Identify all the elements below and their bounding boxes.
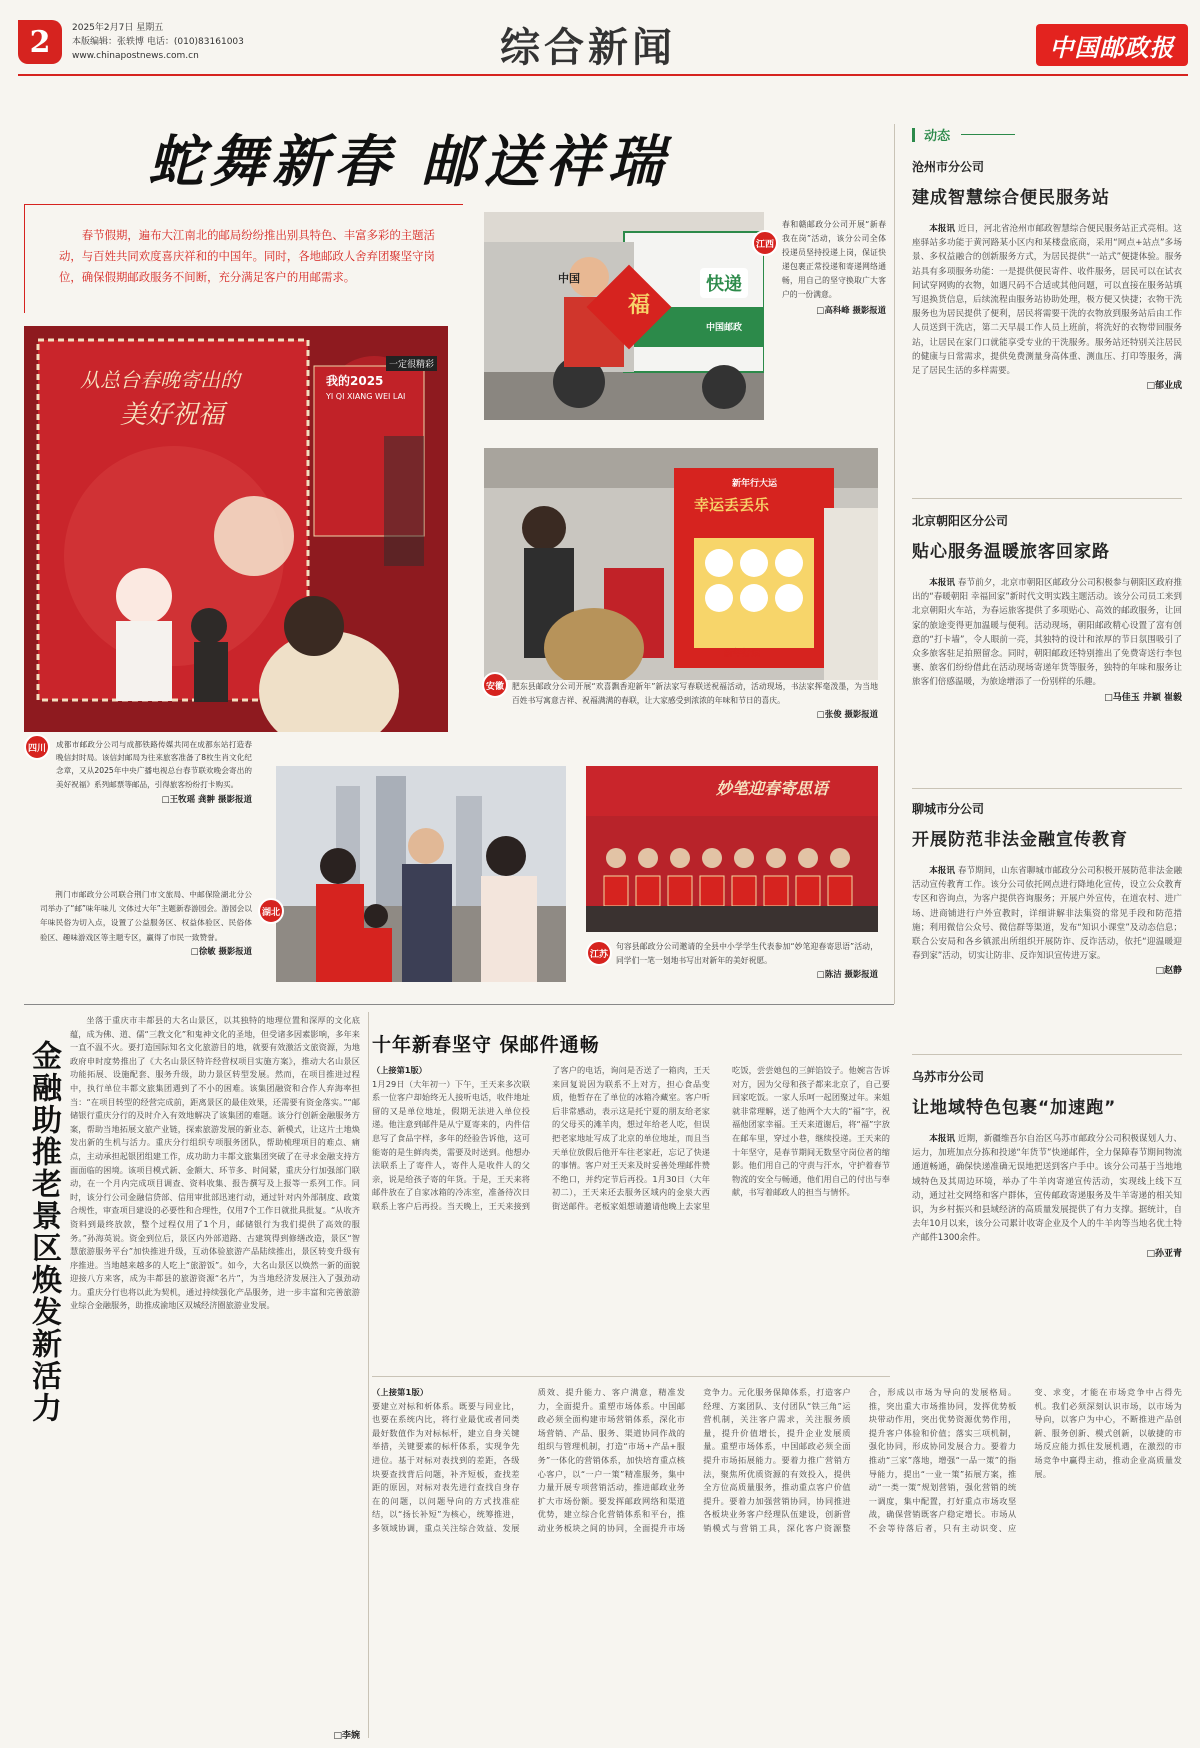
sidebar-byline: 本报讯: [929, 1134, 956, 1144]
sidebar-body: 近期，新疆维吾尔自治区乌苏市邮政分公司积极谋划人力、运力，加班加点分拣和投递“年货节”快递邮件，全力保障春节期间物流通道畅通，确保快递准确无误地把送到客户手中。该分公司基于当地地域特色及其周边环境，举办了牛羊肉寄递宣传活动，实现线上线下互动，通过社交网络和客户群体，宣传邮政寄递服务及牛羊寄递的相关知识，为乡村振兴和县域经济的高质量发展提供了有力支撑。据统计，自去年10月以来，该分公司累计收寄企业及个人的牛羊肉等当地名优土特产邮件1300余件。: [912, 1134, 1182, 1244]
sidebar-body: 春节前夕，北京市朝阳区邮政分公司积极参与朝阳区政府推出的“春暖朝阳 幸福回家”新时代文明实践主题活动。该分公司员工来到北京朝阳火车站，为春运旅客提供了多项贴心、高效的邮政服务，让回家的旅途变得更加温暖与便利。活动现场，朝阳邮政精心设置了富有创意的“打卡墙”，令人眼前一亮，其独特的设计和浓厚的节日氛围吸引了众多旅客驻足拍照留念。同时，朝阳邮政还特别推出了免费寄送行李包裹、旅客们纷纷借此在活动现场寄递年货等服务，独特的年味和服务让旅客们倍感温暖，为旅途增添了一份别样的乐趣。: [912, 578, 1182, 688]
anhui-sign-3: 新年行大运: [732, 479, 778, 489]
section-title: 综合新闻: [500, 24, 676, 71]
sidebar-rule-3: [912, 1054, 1182, 1055]
sidebar-text: [912, 222, 1182, 378]
page-number-badge: [18, 20, 62, 64]
photo-anhui: [484, 448, 878, 680]
caption-anhui: [512, 680, 878, 720]
lower-bottom-text: 要建立对标和析体系。既要与同业比，也要在系统内比，将行业最优或者同类最好数值作为对标标杆，建立自身关键举措，关键要素的标杆体系，实现争先进位。基于对标对表找到的差距，各级块要查找背后问题，补齐短板，查找差距的原因，对标对表先进行查找自身存在的问题，以问题导向的方式找准症结，以“扬长补短”为核心，统筹推进，多领域协调，重点关注综合效益、发展质效、提升能力、客户满意，精准发力，全面提升。重塑市场体系。中国邮政必须全面构建市场营销体系，深化市场营销、产品、服务、渠道协同作战的组织与管理机制，打造“市场+产品+服务”一体化的营销体系，加快培育重点核心客户，以“一户一策”精准服务，集中力量开展专项营销活动，推进邮政业务扩大市场份额。要发挥邮政网络和渠道优势，建立综合化营销体系和平台，推动业务板块之间的协同，全面提升市场竞争力。元化服务保障体系，打造客户经理、方案团队、支付团队“铁三角”运营机制，关注客户需求，关注服务质量，提升价值增长，提升企业发展质量。重塑市场体系，中国邮政必须全面提升市场拓展能力。要着力推广营销方法，聚焦所优质资源的有效投入，提供全方位高质量服务，推动重点客户价值提升。要着力加强营销协同，协同推进各板块业务客户经理队伍建设，创新营销模式与营销工具，深化客户资源整合，形成以市场为导向的发展格局。推，突出重大市场推协同，发挥优势板块带动作用，突出优势资源优势作用，提升客户体验和价值；落实三项机制，强化协同，形成协同发展合力。要着力推动“三家”落地，增强“一品一策”的指导能力，提出“一业一策”拓展方案，推动“一类一策”规划营销，强化营销的统一调度，集中配置，打好重点市场攻坚战，确保营销既客户稳定增长。市场从不会等待落后者，只有主动识变、应变、求变，才能在市场竞争中占得先机。我们必须深刻认识市场，以市场为导向，以客户为中心，不断推进产品创新、服务创新、模式创新，以敏捷的市场反应能力抓住发展机遇，在激烈的市场竞争中赢得主动，推动企业高质量发展。: [372, 1387, 1182, 1533]
photo-jiangxi-graphic: [484, 212, 764, 420]
sidebar-title: 让地域特色包裹“加速跑”: [912, 1098, 1117, 1118]
caption-jiangsu-text: 句容县邮政分公司邀请的全县中小学学生代表参加“妙笔迎春寄思语”活动，同学们一笔一划地书写出对新年的美好祝愿。: [616, 942, 878, 965]
sidebar-rule-1: [912, 498, 1182, 499]
sidebar-text: [912, 1132, 1182, 1246]
anhui-sign-1: 幸运丢丢乐: [694, 496, 770, 514]
photo-sichuan: [24, 326, 448, 732]
sichuan-sign-3: 我的2025: [326, 374, 384, 388]
sidebar-credit: □孙亚青: [1146, 1248, 1182, 1259]
lower-left-body: 坐落于重庆市丰都县的大名山景区，以其独特的地理位置和深厚的文化底蕴，成为佛、道、儒“三教文化”和鬼神文化的圣地，但受诸多因素影响，多年来一直不温不火。要打造国际知名文化旅游目的地，就要有效激活文旅资源，为地政府申时度势推出了《大名山景区特许经营权项目实施方案》，推动大名山景区功能拓展、设施配套、服务升级，助力景区转型发展。然而，在项目推进过程中，执行单位丰都文旅集团遇到了不小的困难。该集团融资和合作人弃海率担当：“在项目转型的经营完成前，距离景区的最佳效果，还需要有资金落实。”“邮储银行重庆分行的及时介入有效地解决了该集团的难题。该分行创新金融服务方案，帮助当地拓展文旅产业链，探索旅游发展的新业态、新模式，让这片土地焕发出新的生机与活力。重庆分行组织专项服务团队，帮助梳理项目的难点、痛点，主动承担起银团组建工作，成功助力丰都文旅集团突破了在寻求金融支持方面面临的困境。该项目模式新、金额大、环节多、时间紧，重庆分行加强部门联动，在一个月内完成项目调查、资料收集、报告撰写及上报等一系列工作。同时，该分行公司金融信贷部、信用审批部迅速行动，通过针对内外部制度、政策合规性，审查项目建设的必要性和合理性，仅用7个工作日就批具批复。“从收齐资料到最终放款，整个过程仅用了1个月，邮储银行为我们提供了高效的服务。”孙海英说。资金到位后，景区内外部道路、古建筑得到修缮改造，景区“智慧旅游服务平台”加快推进升级，互动体验旅游产品陆续推出，景区转变升级有序推进。当地越来越多的人吃上“旅游饭”。如今，大名山景区以焕然一新的面貌迎接八方来客，成为丰都县的旅游资源“名片”，为当地经济发展注入了强劲动力。重庆分行也将以此为契机，通过持续强化产品服务，进一步丰富和完善旅游业综合金融服务，助推成渝地区双城经济圈旅游业发展。: [70, 1015, 360, 1311]
page-number: 2: [29, 24, 51, 60]
photo-anhui-graphic: [484, 448, 878, 680]
photo-hubei-graphic: [276, 766, 566, 982]
caption-sichuan: [56, 738, 252, 805]
masthead-text: 中国邮政报: [1049, 33, 1175, 62]
sidebar-body: 春节期间，山东省聊城市邮政分公司积极开展防范非法金融活动宣传教育工作。该分公司依托网点进行降地化宣传，设立公众教育专区和咨询点，为客户提供咨询服务；开展户外宣传，在道农村、进广场、进商铺进行户外宣教时，详细讲解非法集资的常见手段和防范措施；利用微信公众号、微信群等渠道，发布“知识小课堂”及动态信息；联合公安局和各乡镇派出所组织开展防诈、反诈活动，依托“迎温暖迎春到家”活动，切实让防非、反诈知识宣传进万家。: [912, 866, 1182, 962]
credit-anhui: □张俊 摄影报道: [816, 709, 878, 719]
sidebar-article-wusu: [912, 1068, 1182, 1259]
region-badge-sichuan: 四川: [24, 734, 50, 760]
jiangxi-sign-1: 中国: [558, 272, 580, 285]
editor-line: 本版编辑：张轶博 电话：(010)83161003: [72, 37, 244, 47]
sidebar-credit: □赵静: [1155, 966, 1182, 977]
region-badge-jiangxi: 江西: [752, 230, 778, 256]
sidebar-divider: [894, 124, 895, 1004]
caption-sichuan-text: 成都市邮政分公司与成都铁路传媒共同在成都东站打造春晚信封时局。该信封邮局为往来旅客准备了8枚生肖文化纪念章，又从2025年中央广播电视总台春节联欢晚会寄出的美好祝福》系列邮票等邮品，引得旅客纷纷打卡购买。: [56, 740, 252, 789]
lower-divider-1: [368, 1012, 369, 1738]
caption-hubei: [40, 888, 252, 957]
lower-mid-sub: （上接第1版）: [372, 1065, 427, 1075]
photo-jiangxi: [484, 212, 764, 420]
caption-jiangsu: [616, 940, 878, 980]
sidebar-article-cangzhou: [912, 158, 1182, 391]
lower-mid-text: 1月29日（大年初一）下午，王天来多次联系一位客户却始终无人接听电话，收件地址留的又是单位地址，假期无法进入单位投递。他注意到邮件是从宁夏寄来的，内件信息写了食品字样，多年的经验告诉他，这可能寄的是生鲜肉类，需要及时送到。他想办法联系上了寄件人，寄件人是收件人的父亲，说是给孩子寄的年货。于是，王天来将邮件放在了自家冰箱的冷冻室，准备待次日联系上客户后再投。当天晚上，王天来接到了客户的电话，询问是否送了一箱肉，王天来回复说因为联系不上对方，担心食品变质，他暂存在了单位的冰箱冷藏室。客户听后非常感动，表示这是托宁夏的朋友给老家的父母买的滩羊肉，想过年给老人吃，但误把老家地址写成了北京的单位地址，而且当天单位放假后他开车往老家赶，忘记了快递的事情。客户对王天来及时妥善处理邮件赞不绝口，并约定节后再投。1月30日（大年初二），王天来还去服务区域内的金泉大西街送邮件。老板家姐想请邀请他晚上去家里吃饭，尝尝她包的三鲜馅饺子。他婉言告诉对方，因为父母和孩子都来北京了，自己要回家吃饭。一家人乐呵一起团聚过年。来姐就非常理解，送了他两个大大的“福”字，祝福他团家幸福。王天来道谢后，将“福”字放在邮车里，穿过小巷，继续投递。王天来的十年坚守，是春节期间无数坚守岗位者的缩影。他们用自己的守责与汗水，守护着春节物流的安全与畅通，他们用自己的付出与奉献，书写着邮政人的担当与情怀。: [372, 1065, 890, 1211]
lower-mid-rule: [372, 1376, 890, 1377]
region-badge-jiangsu: 江苏: [586, 940, 612, 966]
credit-sichuan: □王牧瑶 龚翀 摄影报道: [161, 794, 252, 805]
caption-hubei-text: 荆门市邮政分公司联合荆门市文旅局、中邮保险湖北分公司举办了“邮”味年味儿 文体过大年”主题新春游园会。游园会以年味民俗为切入点，设置了公益服务区、权益体验区、民俗体验区、趣味游戏区等主题专区，赢得了市民一致赞誉。: [40, 890, 252, 942]
credit-hubei: □徐敏 摄影报道: [190, 945, 252, 956]
sidebar-title: 建成智慧综合便民服务站: [912, 188, 1110, 208]
photo-hubei: [276, 766, 566, 982]
sichuan-sign-2: 美好祝福: [120, 400, 225, 430]
sidebar-branch: 北京朝阳区分公司: [912, 514, 1009, 528]
sidebar-branch: 沧州市分公司: [912, 160, 985, 174]
feature-headline: 蛇舞新春 邮送祥瑞: [148, 130, 670, 195]
photo-jiangsu: [586, 766, 878, 932]
jiangxi-sign-3: 中国邮政: [706, 323, 743, 333]
feature-intro-box: [24, 204, 463, 313]
lower-left-headline: 金融助推老景区焕发新活力: [26, 1040, 61, 1424]
sidebar-branch: 聊城市分公司: [912, 802, 985, 816]
sidebar-byline: 本报讯: [929, 866, 956, 876]
feature-intro: 春节假期，遍布大江南北的邮局纷纷推出别具特色、丰富多彩的主题活动，与百姓共同欢度喜庆祥和的中国年。同时，各地邮政人舍弃团聚坚守岗位，确保假期邮政服务不间断，充分满足客户的用邮需求。: [59, 228, 435, 284]
sidebar-article-liaocheng: [912, 800, 1182, 976]
website[interactable]: www.chinapostnews.com.cn: [72, 51, 199, 61]
masthead-logo: [1036, 24, 1188, 66]
jiangsu-sign-1: 妙笔迎春寄思语: [716, 779, 829, 798]
sidebar-body: 近日，河北省沧州市邮政智慧综合便民服务站正式亮相。这座驿站多功能于黄河路某小区内和某楼盘底商，采用“网点+站点”多场景、多权益融合的创新服务方式，为居民提供“一站式”便捷体验。服务站具有多项服务功能：一是提供便民寄件、收件服务，居民可以在试衣间试穿网购的衣物，如遇尺码不合适或其他问题，可以直接在服务站填写退换货信息，后续流程由服务站协助处理，极方便又快捷；衣物干洗服务也为居民提供了便利，居民将需要干洗的衣物放到服务站后由工作人员送到干洗店，第二天早晨工作人员上班前，将洗好的衣物带回服务站，让居民在家门口就能享受专业的干洗服务。服务站还特别关注居民的健康与日常需求，提供免费测量身高体重、测血压、打印等服务，满足了居民生活的多样需要。: [912, 224, 1182, 377]
sichuan-sign-5: YI QI XIANG WEI LAI: [326, 392, 406, 401]
region-badge-anhui: 安徽: [482, 672, 508, 698]
jiangxi-sign-2: 快递: [700, 268, 748, 298]
region-badge-hubei: 湖北: [258, 898, 284, 924]
sidebar-label: [912, 124, 1015, 144]
caption-jiangxi: [782, 218, 886, 316]
anhui-sign-2: 新年好运: [724, 649, 761, 659]
sidebar-article-chaoyang: [912, 512, 1182, 703]
sidebar-label-text: 动态: [924, 129, 951, 144]
sidebar-text: [912, 864, 1182, 963]
lower-bottom-sub: （上接第1版）: [372, 1387, 429, 1397]
sidebar-byline: 本报讯: [929, 578, 956, 588]
credit-jiangsu: □陈洁 摄影报道: [816, 969, 878, 979]
sidebar-rule-2: [912, 788, 1182, 789]
caption-jiangxi-text: 春和赣邮政分公司开展“新春我在岗”活动，该分公司全体投递员坚持投递上岗，保证快递包裹正常投递和寄递网络通畅，用自己的坚守换取广大客户的一份满意。: [782, 220, 886, 299]
sidebar-credit: □马佳玉 井颖 崔毅: [1104, 692, 1182, 703]
jiangxi-sign-4: 福: [628, 293, 651, 318]
sidebar-title: 开展防范非法金融宣传教育: [912, 830, 1128, 850]
lower-mid-body: [372, 1064, 890, 1364]
header-rule: [18, 74, 1188, 76]
date-line: 2025年2月7日 星期五: [72, 23, 164, 33]
lower-left-credit: □李婉: [333, 1731, 360, 1741]
sidebar-title: 贴心服务温暖旅客回家路: [912, 542, 1110, 562]
sidebar-credit: □郁业成: [1146, 381, 1182, 392]
caption-anhui-text: 肥东县邮政分公司开展“欢喜飘香迎新年”新法家写春联送祝福活动，活动现场，书法家挥毫泼墨，为当地百姓书写寓意吉祥、祝福满满的春联，让大家感受到浓浓的年味和节日的喜庆。: [512, 682, 878, 705]
sichuan-sign-4: 一定很精彩: [386, 356, 437, 371]
lower-mid-headline: 十年新春坚守 保邮件通畅: [372, 1034, 600, 1056]
sidebar-byline: 本报讯: [929, 224, 956, 234]
sichuan-sign-1: 从总台春晚寄出的: [80, 368, 240, 392]
sidebar-branch: 乌苏市分公司: [912, 1070, 985, 1084]
lower-bottom-body: [372, 1386, 1182, 1732]
lower-section-rule: [24, 1004, 894, 1005]
credit-jiangxi: □高科峰 摄影报道: [816, 305, 886, 315]
sidebar-text: [912, 576, 1182, 690]
